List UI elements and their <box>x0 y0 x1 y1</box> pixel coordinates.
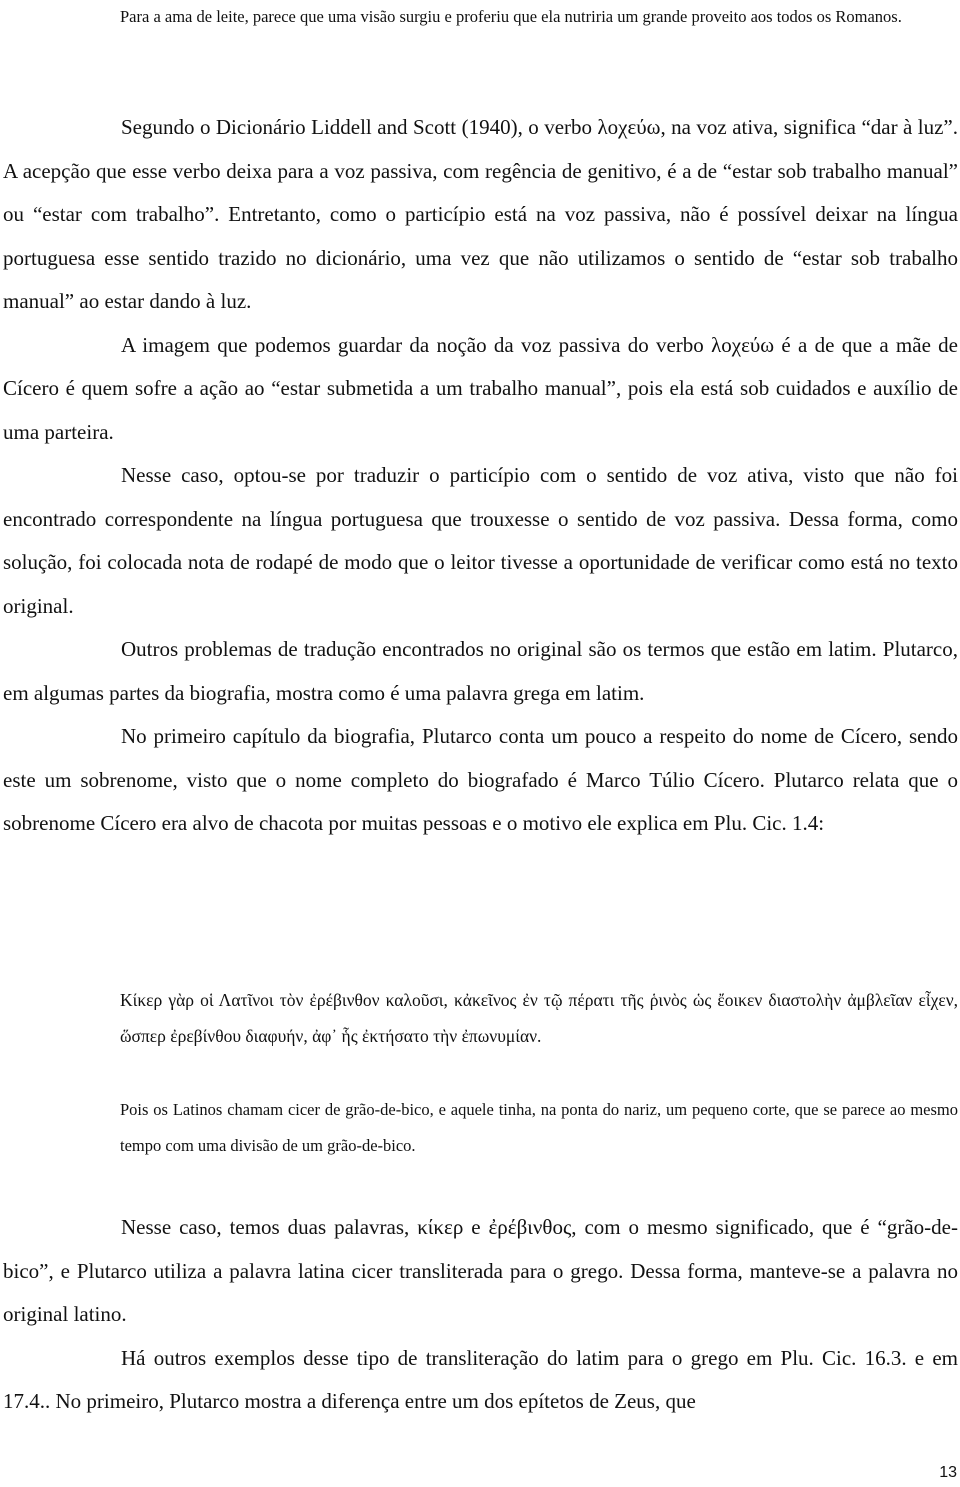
paragraph-latin-terms: Outros problemas de tradução encontrados no original são os termos que estão em latim. Plutarco, em algumas partes da biografia, mostra como é uma palavra grega em latim. <box>3 637 958 705</box>
paragraph-passive-voice-image: A imagem que podemos guardar da noção da voz passiva do verbo λοχεύω é a de que a mãe de Cícero é quem sofre a ação ao “estar submetida a um trabalho manual”, pois ela está sob cuidados e auxílio de uma parteira. <box>3 332 958 444</box>
body-text-section <box>3 106 958 846</box>
paragraph-translation-choice: Nesse caso, optou-se por traduzir o particípio com o sentido de voz ativa, visto que não foi encontrado correspondente na língua portuguesa que trouxesse o sentido de voz passiva. Dessa forma, como solução, foi colocada nota de rodapé de modo que o leitor tivesse a oportunidade de verificar como está no texto original. <box>3 463 958 618</box>
paragraph-liddell-scott: Segundo o Dicionário Liddell and Scott (1940), o verbo λοχεύω, na voz ativa, significa “dar à luz”. A acepção que esse verbo deixa para a voz passiva, com regência de genitivo, é a de “estar sob trabalho manual” ou “estar com trabalho”. Entretanto, como o particípio está na voz passiva, não é possível deixar na língua portuguesa esse sentido trazido no dicionário, uma vez que não utilizamos o sentido de “estar sob trabalho manual” ao estar dando à luz. <box>3 115 958 313</box>
body-text-section-continued <box>3 1206 958 1424</box>
page-number: 13 <box>939 1464 957 1481</box>
paragraph-first-chapter: No primeiro capítulo da biografia, Plutarco conta um pouco a respeito do nome de Cícero, sendo este um sobrenome, visto que o nome completo do biografado é Marco Túlio Cícero. Plutarco relata que o sobrenome Cícero era alvo de chacota por muitas pessoas e o motivo ele explica em Plu. Cic. 1.4: <box>3 724 958 835</box>
paragraph-other-examples: Há outros exemplos desse tipo de transliteração do latim para o grego em Plu. Cic. 16.3. e em 17.4.. No primeiro, Plutarco mostra a diferença entre um dos epítetos de Zeus, que <box>3 1345 958 1413</box>
block-quote-ending: Para a ama de leite, parece que uma visão surgiu e proferiu que ela nutriria um grande proveito aos todos os Romanos. <box>120 7 902 26</box>
quotation-translation: Pois os Latinos chamam cicer de grão-de-bico, e aquele tinha, na ponta do nariz, um pequeno corte, que se parece ao mesmo tempo com uma divisão de um grão-de-bico. <box>120 1100 958 1155</box>
greek-quotation: Κίκερ γὰρ οἱ Λατῖνοι τὸν ἐρέβινθον καλοῦσι, κἀκεῖνος ἐν τῷ πέρατι τῆς ῥινὸς ὡς ἔοικεν διαστολὴν ἀμβλεῖαν εἶχεν, ὥσπερ ἐρεβίνθου διαφυήν, ἀφ᾽ ἧς ἐκτήσατο τὴν ἐπωνυμίαν. <box>120 990 958 1046</box>
paragraph-two-words: Nesse caso, temos duas palavras, κίκερ e ἐρέβινθος, com o mesmo significado, que é “grão-de-bico”, e Plutarco utiliza a palavra latina cicer transliterada para o grego. Dessa forma, manteve-se a palavra no original latino. <box>3 1215 958 1326</box>
